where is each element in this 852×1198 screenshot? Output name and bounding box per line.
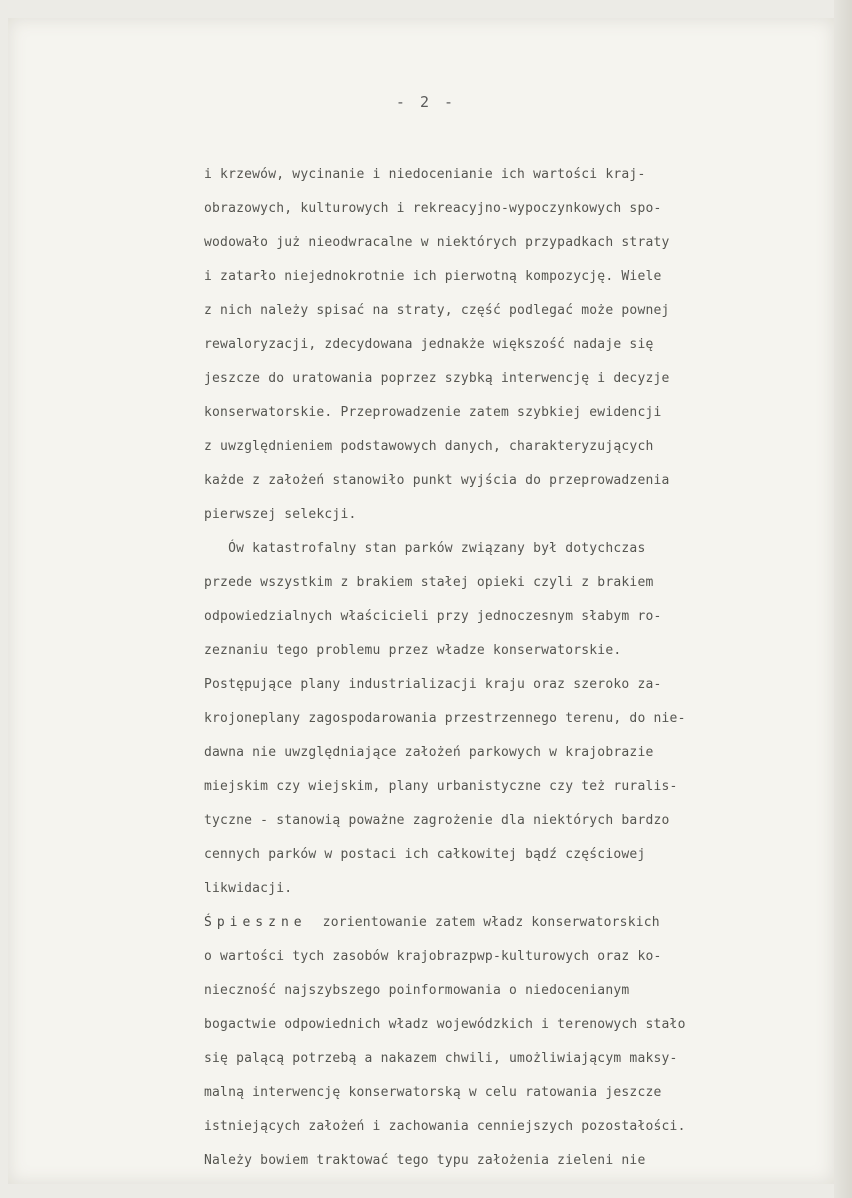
text-line: nieczność najszybszego poinformowania o niedocenianym	[204, 983, 630, 998]
text-line: przede wszystkim z brakiem stałej opieki czyli z brakiem	[204, 575, 654, 590]
text-line: obrazowych, kulturowych i rekreacyjno-wypoczynkowych spo-	[204, 201, 662, 216]
text-line: i zatarło niejednokrotnie ich pierwotną kompozycję. Wiele	[204, 269, 662, 284]
document-body	[204, 158, 844, 1178]
text-line: o wartości tych zasobów krajobrazpwp-kulturowych oraz ko-	[204, 949, 662, 964]
text-line: jeszcze do uratowania poprzez szybką interwencję i decyzje	[204, 371, 670, 386]
text-line: dawna nie uwzględniające założeń parkowych w krajobrazie	[204, 745, 654, 760]
text-line: wodowało już nieodwracalne w niektórych przypadkach straty	[204, 235, 670, 250]
text-line: i krzewów, wycinanie i niedocenianie ich wartości kraj-	[204, 167, 646, 182]
text-line: Postępujące plany industrializacji kraju oraz szeroko za-	[204, 677, 662, 692]
text-line: odpowiedzialnych właścicieli przy jednoczesnym słabym ro-	[204, 609, 662, 624]
text-line-rest: zorientowanie zatem władz konserwatorskich	[306, 915, 660, 930]
text-line: malną interwencję konserwatorską w celu ratowania jeszcze	[204, 1085, 662, 1100]
spaced-lead-word: Śpieszne	[204, 915, 307, 930]
text-line: bogactwie odpowiednich władz wojewódzkich i terenowych stało	[204, 1017, 686, 1032]
text-line: istniejących założeń i zachowania cenniejszych pozostałości.	[204, 1119, 686, 1134]
text-line: Ów katastrofalny stan parków związany był dotychczas	[204, 541, 646, 556]
text-line: likwidacji.	[204, 881, 293, 896]
text-line: miejskim czy wiejskim, plany urbanistyczne czy też ruralis-	[204, 779, 678, 794]
page-number: - 2 -	[395, 93, 457, 111]
text-line: zeznaniu tego problemu przez władze konserwatorskie.	[204, 643, 622, 658]
text-line: cennych parków w postaci ich całkowitej bądź częściowej	[204, 847, 646, 862]
text-line: konserwatorskie. Przeprowadzenie zatem szybkiej ewidencji	[204, 405, 662, 420]
text-line: z uwzględnieniem podstawowych danych, charakteryzujących	[204, 439, 654, 454]
text-line: Należy bowiem traktować tego typu założenia zieleni nie	[204, 1153, 646, 1168]
text-line: się palącą potrzebą a nakazem chwili, umożliwiającym maksy-	[204, 1051, 678, 1066]
text-line: pierwszej selekcji.	[204, 507, 357, 522]
text-line: tyczne - stanowią poważne zagrożenie dla niektórych bardzo	[204, 813, 670, 828]
text-line: każde z założeń stanowiło punkt wyjścia do przeprowadzenia	[204, 473, 670, 488]
text-line: krojoneplany zagospodarowania przestrzennego terenu, do nie-	[204, 711, 686, 726]
text-line: z nich należy spisać na straty, część podlegać może pownej	[204, 303, 670, 318]
text-line: rewaloryzacji, zdecydowana jednakże większość nadaje się	[204, 337, 654, 352]
text-line-with-lead	[204, 906, 844, 940]
